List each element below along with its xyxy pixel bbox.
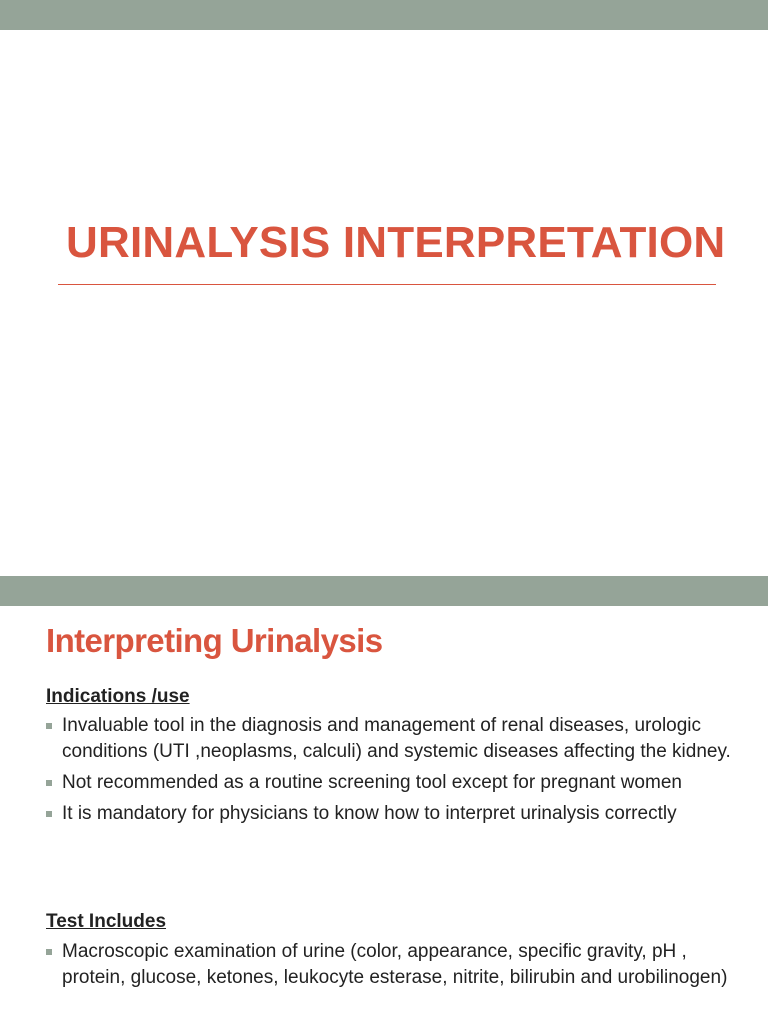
list-item-text: Invaluable tool in the diagnosis and management of renal diseases, urologic conditions (UTI ,neoplasms, calculi) and systemic diseases affecting the kidney. (62, 715, 731, 762)
section-heading-test-includes: Test Includes (46, 911, 167, 932)
list-item (46, 801, 746, 827)
list-item-text: It is mandatory for physicians to know how to interpret urinalysis correctly (62, 803, 677, 824)
section-heading-indications: Indications /use (46, 686, 190, 707)
square-bullet-icon (46, 723, 52, 729)
title-underline (58, 284, 716, 285)
list-item-text: Macroscopic examination of urine (color, appearance, specific gravity, pH , protein, glucose, ketones, leukocyte esterase, nitrite, bilirubin and urobilinogen) (62, 941, 728, 988)
square-bullet-icon (46, 780, 52, 786)
content-slide (0, 576, 768, 994)
slide-top-bar (0, 0, 768, 30)
list-item (46, 770, 746, 796)
square-bullet-icon (46, 949, 52, 955)
square-bullet-icon (46, 811, 52, 817)
slide-heading: Interpreting Urinalysis (46, 622, 383, 659)
indications-list (46, 713, 746, 832)
list-item (46, 713, 746, 765)
slide-top-bar (0, 576, 768, 606)
list-item-text: Not recommended as a routine screening tool except for pregnant women (62, 772, 682, 793)
test-includes-list (46, 939, 746, 994)
slide-title: URINALYSIS INTERPRETATION (66, 218, 726, 267)
list-item (46, 939, 746, 991)
